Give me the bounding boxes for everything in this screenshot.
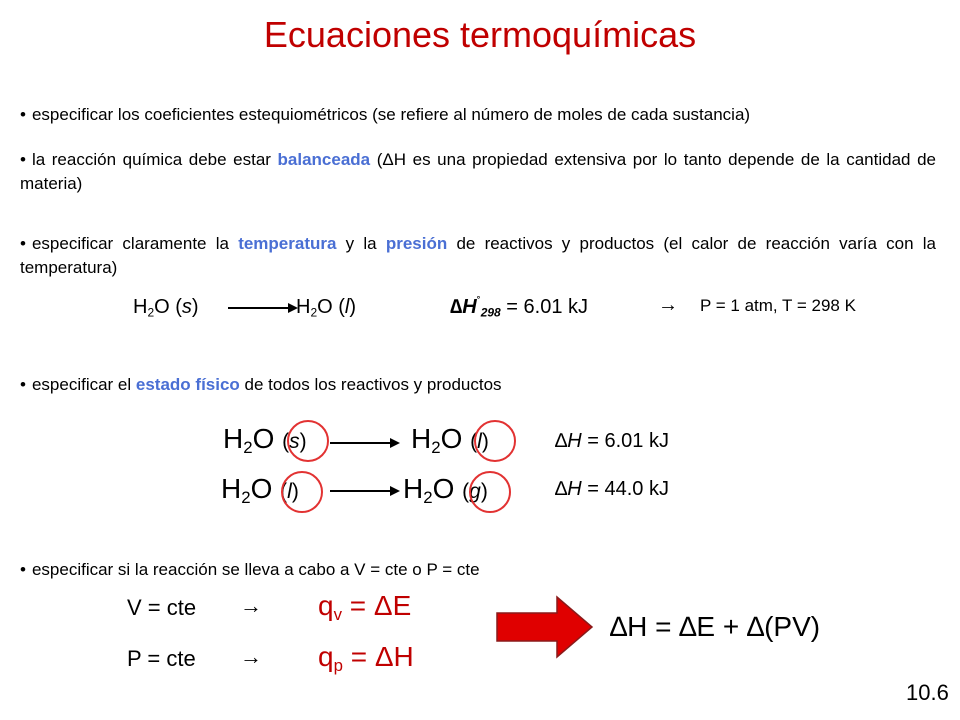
reaction3-enthalpy: ∆H = 44.0 kJ	[555, 478, 669, 500]
reaction1-reactant: $H_2O$ (s)	[133, 296, 199, 320]
bullet-temperature-pressure: • especificar claramente la temperatura y la presión de reactivos y productos (el calor de reacción varía con la temperatura)	[20, 234, 936, 277]
reaction1-enthalpy: $\Delta H^˚_{298} = 6.01$ kJ	[450, 294, 588, 320]
bullet-dot: •	[20, 150, 26, 169]
enthalpy-relation: ∆H = ∆E + ∆(PV)	[610, 611, 821, 642]
bullet-dot: •	[20, 234, 26, 253]
bullet-physical-state: • especificar el estado físico de todos los reactivos y productos	[20, 375, 502, 394]
slide-title: Ecuaciones termoquímicas	[263, 14, 697, 55]
slide-number: 10.6	[906, 680, 949, 705]
highlight-temperatura: temperatura	[238, 234, 337, 253]
bullet-v-p-constant: • especificar si la reacción se lleva a cabo a V = cte o P = cte	[20, 560, 480, 579]
reaction1-product: $H_2O$ (l)	[296, 296, 357, 320]
reaction1-cond-arrow: →	[658, 294, 678, 316]
bullet-dot: •	[20, 560, 26, 579]
highlight-balanceada: balanceada	[277, 150, 371, 169]
reaction2-product: $H_2O$ (l)	[411, 423, 489, 458]
qp-equation: $q_p = \Delta H$	[318, 641, 414, 676]
p-constant-label: P = cte	[127, 646, 196, 671]
reaction2-reactant: $H_2O$ (s)	[223, 423, 307, 458]
qv-equation: $q_v = \Delta E$	[318, 590, 412, 625]
bullet-dot: •	[20, 375, 26, 394]
reaction2-enthalpy: ∆H = 6.01 kJ	[555, 430, 669, 452]
reaction3-product: $H_2O$ (g)	[403, 473, 488, 508]
bullet-coefficients: • especificar los coeficientes estequiométricos (se refiere al número de moles de cada sustancia)	[20, 105, 751, 124]
bullet-balanced: • la reacción química debe estar balanceada (ΔH es una propiedad extensiva por lo tanto depende de la cantidad de materia)	[20, 150, 936, 193]
bullet-dot: •	[20, 105, 26, 124]
p-arrow: →	[240, 644, 262, 669]
highlight-estado-fisico: estado físico	[135, 375, 240, 394]
reaction1-conditions: P = 1 atm, T = 298 K	[700, 296, 856, 315]
reaction3-reactant: $H_2O$ (l)	[221, 473, 299, 508]
v-constant-label: V = cte	[127, 595, 197, 620]
highlight-presion: presión	[385, 234, 448, 253]
v-arrow: →	[240, 593, 262, 618]
